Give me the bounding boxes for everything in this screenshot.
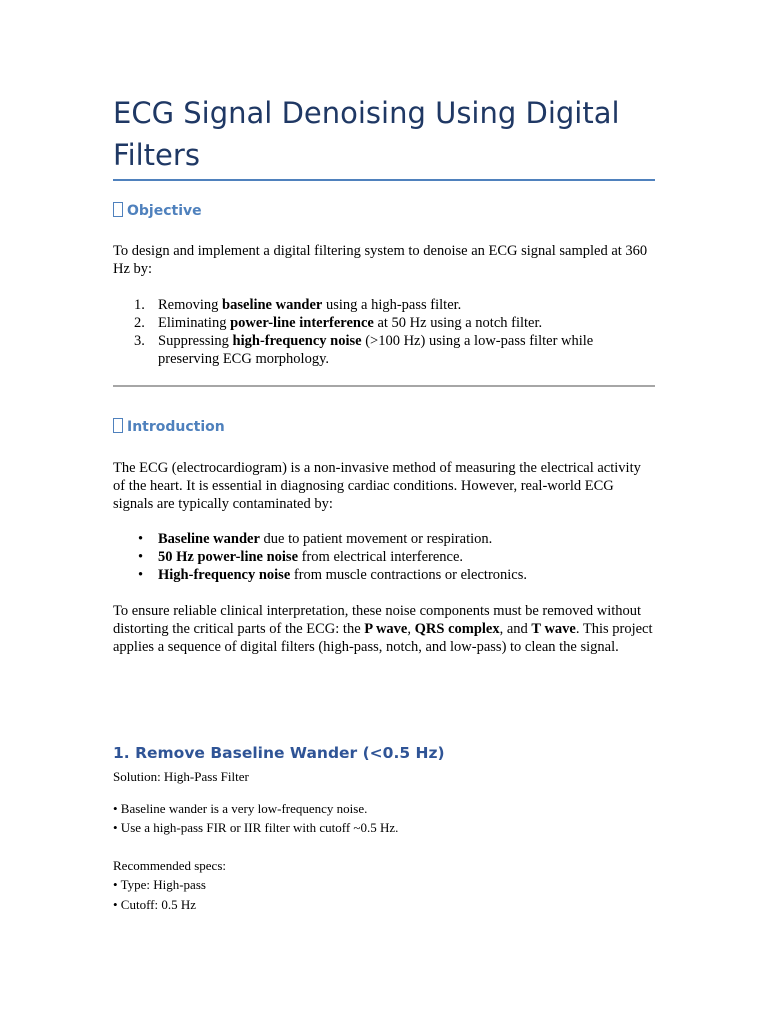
- section1-solution: Solution: High-Pass Filter: [113, 769, 249, 784]
- section1-heading: 1. Remove Baseline Wander (<0.5 Hz): [113, 744, 445, 762]
- title-underline: [113, 179, 655, 181]
- list-item: • Baseline wander due to patient movement or respiration.: [138, 531, 493, 547]
- objective-intro: To design and implement a digital filtering system to denoise an ECG signal sampled at 360 Hz by:: [113, 243, 648, 277]
- introduction-heading: [113, 418, 225, 436]
- section1-bullet: • Use a high-pass FIR or IIR filter with cutoff ~0.5 Hz.: [113, 820, 399, 835]
- list-item: • 50 Hz power-line noise from electrical interference.: [138, 549, 464, 565]
- specs-label: Recommended specs:: [113, 858, 226, 873]
- introduction-paragraph: The ECG (electrocardiogram) is a non-invasive method of measuring the electrical activity of the heart. It is essential in diagnosing cardiac conditions. However, real-world ECG signals are typically contaminated by:: [113, 460, 641, 512]
- target-icon: [113, 202, 123, 217]
- objective-heading: [113, 202, 202, 220]
- list-item: • High-frequency noise from muscle contractions or electronics.: [138, 567, 528, 583]
- objective-list: [113, 296, 655, 368]
- noise-list: [113, 530, 655, 584]
- list-item: 1. Removing baseline wander using a high-pass filter.: [134, 297, 462, 313]
- section1-bullet: • Baseline wander is a very low-frequency noise.: [113, 801, 368, 816]
- list-item: 2. Eliminating power-line interference at 50 Hz using a notch filter.: [134, 315, 543, 331]
- book-icon: [113, 418, 123, 433]
- objective-heading-text: Objective: [127, 203, 202, 219]
- introduction-heading-text: Introduction: [127, 419, 225, 435]
- spec-item: • Cutoff: 0.5 Hz: [113, 897, 197, 912]
- list-item: 3. Suppressing high-frequency noise (>100 Hz) using a low-pass filter while preserving ECG morphology.: [134, 333, 594, 367]
- spec-item: • Type: High-pass: [113, 877, 206, 892]
- section-divider: [113, 385, 655, 387]
- document-title: ECG Signal Denoising Using Digital Filters: [113, 96, 620, 172]
- introduction-closing-paragraph: To ensure reliable clinical interpretation, these noise components must be removed without distorting the critical parts of the ECG: the P wave, QRS complex, and T wave. This project applies a sequence of digital filters (high-pass, notch, and low-pass) to clean the signal.: [113, 603, 653, 655]
